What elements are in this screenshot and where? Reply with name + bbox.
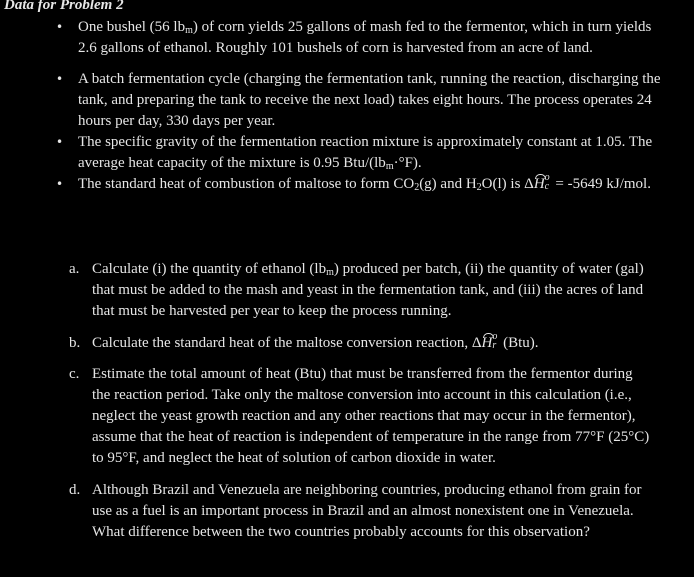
bullet-item-batch-cycle: [0, 69, 694, 132]
part-c: [0, 364, 694, 469]
bullet-dot-icon: •: [56, 135, 64, 149]
lbm-subscript: m: [326, 267, 334, 278]
combustion-text-2: (g) and H: [419, 176, 477, 192]
combustion-text-4: = -5649 kJ/mol.: [551, 176, 651, 192]
batch-cycle-text: A batch fermentation cycle (charging the fermentation tank, running the reaction, discharging the tank, and preparing the tank to receive the next load) takes eight hours. The process operates 24 hours per day, 330 days per year.: [78, 71, 661, 129]
lbm-subscript: m: [185, 25, 193, 36]
combustion-text-1: The standard heat of combustion of maltose to form CO: [78, 176, 415, 192]
specific-gravity-text-1: The specific gravity of the fermentation reaction mixture is approximately constant at 1.05. The average heat capacity of the mixture is 0.95 Btu/(lb: [78, 134, 653, 171]
part-d-text: Although Brazil and Venezuela are neighboring countries, producing ethanol from grain for use as a fuel is an important process in Brazil and an almost nonexistent one in Venezuela. What difference between the two countries probably accounts for this observation?: [92, 482, 642, 540]
bullet-dot-icon: •: [56, 20, 64, 34]
part-d-letter: d.: [69, 482, 81, 498]
part-a-text-1: Calculate (i) the quantity of ethanol (lb: [92, 261, 327, 277]
part-b: [0, 333, 694, 354]
corn-yield-text-1: One bushel (56 lb: [78, 19, 186, 35]
reaction-subscript: r: [492, 340, 497, 351]
part-b-text-2: (Btu).: [499, 335, 539, 351]
h-hat-symbol: H: [482, 333, 493, 354]
standard-state-superscript: o: [492, 331, 498, 342]
part-d: [0, 480, 694, 543]
part-b-text-1: Calculate the standard heat of the maltose conversion reaction, Δ: [92, 335, 482, 351]
part-b-letter: b.: [69, 335, 81, 351]
corn-yield-text-2: ) of corn yields 25 gallons of mash fed to the fermentor, which in turn yields 2.6 gallons of ethanol. Roughly 101 bushels of corn is harvested from an acre of land.: [78, 19, 652, 56]
question-parts-list: [0, 259, 694, 543]
specific-gravity-text-2: ·°F).: [393, 155, 422, 171]
part-a-text-2: ) produced per batch, (ii) the quantity of water (gal) that must be added to the mash and yeast in the fermentation tank, and (iii) the acres of land that must be harvested per year to keep the process running.: [92, 261, 644, 319]
part-c-text: Estimate the total amount of heat (Btu) that must be transferred from the fermentor during the reaction period. Take only the maltose conversion into account in this calculation (i.e., neglect the yeast growth reaction and any other reactions that may occur in the fermentor), assume that the heat of reaction is independent of temperature in the range from 77°F (25°C) to 95°F, and neglect the heat of solution of carbon dioxide in water.: [92, 366, 650, 466]
lbm-subscript: m: [385, 161, 394, 172]
bullet-item-specific-gravity: [0, 132, 694, 174]
problem-heading: Data for Problem 2: [4, 0, 124, 13]
part-c-letter: c.: [69, 366, 80, 382]
part-a: [0, 259, 694, 322]
co2-subscript: 2: [414, 182, 420, 193]
bullet-item-heat-of-combustion: [0, 174, 694, 195]
h2o-subscript: 2: [476, 182, 482, 193]
standard-combustion-marks: [544, 172, 552, 192]
standard-reaction-marks: [492, 331, 499, 351]
h-hat-symbol: H: [534, 174, 545, 195]
bullet-dot-icon: •: [56, 72, 64, 86]
standard-state-superscript: o: [544, 172, 550, 183]
data-bullet-list: [0, 17, 694, 195]
part-a-letter: a.: [69, 261, 80, 277]
bullet-item-corn-yield: [0, 17, 694, 59]
combustion-text-3: O(l) is Δ: [481, 176, 534, 192]
bullet-dot-icon: •: [56, 177, 64, 191]
combustion-subscript: c: [544, 181, 550, 192]
